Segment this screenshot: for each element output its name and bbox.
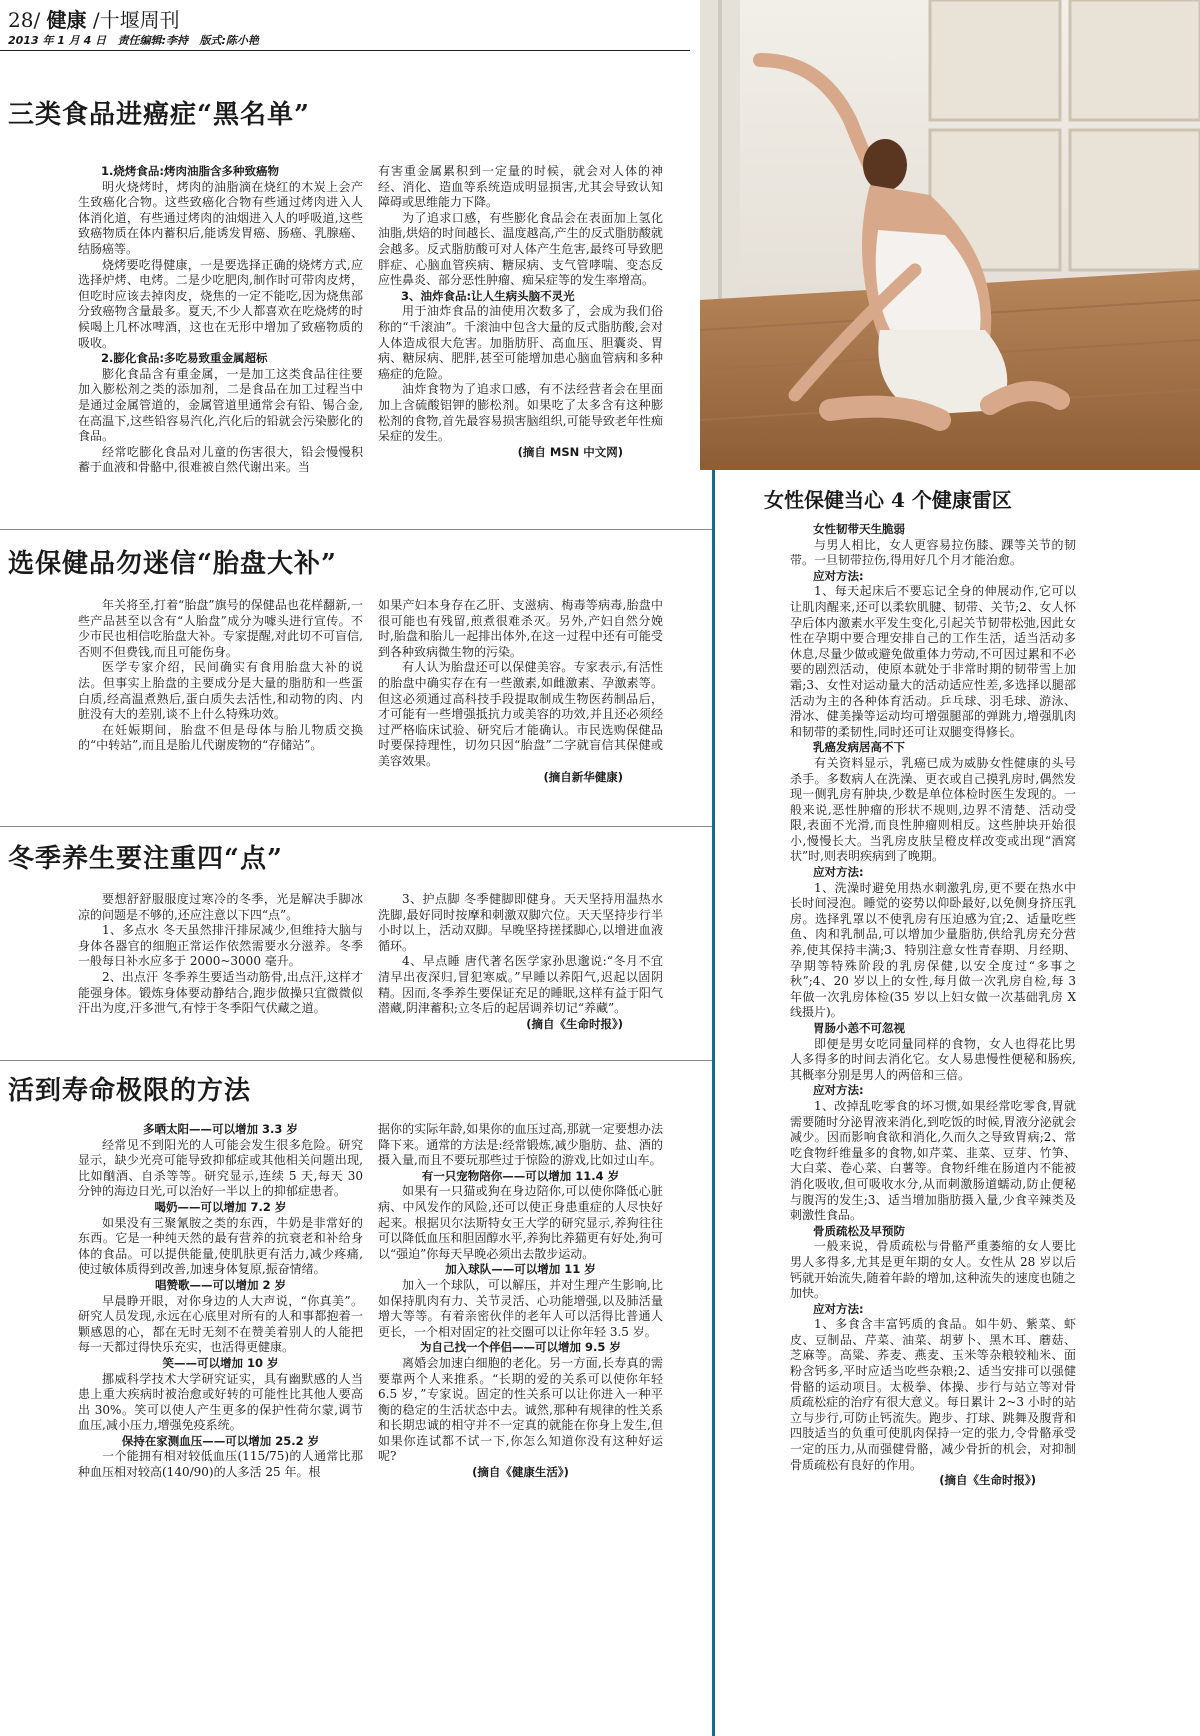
paragraph: 如果没有三聚氰胺之类的东西，牛奶是非常好的东西。它是一种纯天然的最有营养的抗衰老和补给身体的食品。可以提供能量,使肌肤更有活力,减少疼痛,使过敏体质得到改善,加速身体复原,振奋情绪。 — [78, 1215, 363, 1277]
subheading: 加入球队——可以增加 11 岁 — [445, 1262, 596, 1277]
paragraph: 4、早点睡 唐代著名医学家孙思邈说:“冬月不宜清早出夜深归,冒犯寒威。”早睡以养阳气,迟起以固阴精。因而,冬季养生要保证充足的睡眠,这样有益于阳气潜藏,阴津蓄积;立冬后的起居调养切记“养藏”。 — [378, 954, 663, 1016]
section-divider — [0, 529, 712, 530]
article-column — [78, 164, 363, 519]
subheading: 应对方法: — [813, 865, 864, 880]
article-title: 冬季养生要注重四“点” — [8, 844, 283, 874]
paragraph: 经常见不到阳光的人可能会发生很多危险。研究显示，缺少光亮可能导致抑郁症或其他相关问题出现,比如酗酒、自杀等等。研究显示,连续 5 天,每天 30 分钟的海边日光,可以治好一半以上的抑郁症患者。 — [78, 1137, 363, 1199]
article-column — [78, 1122, 363, 1732]
paragraph: 医学专家介绍，民间确实有食用胎盘大补的说法。但事实上胎盘的主要成分是大量的脂肪和一些蛋白质,经高温煮熟后,蛋白质失去活性,和动物的肉、内脏没有大的差别,谈不上什么特殊功效。 — [78, 660, 363, 722]
paragraph: 用于油炸食品的油使用次数多了，会成为我们俗称的“千滚油”。千滚油中包含大量的反式脂肪酸,会对人体造成很大危害。加脂肪肝、高血压、胆囊炎、胃病、糖尿病、肥胖,甚至可能增加患心脑血管病和多种癌症的危险。 — [378, 304, 663, 381]
source-credit: (摘自《生命时报》) — [939, 1473, 1036, 1488]
subheading: 为自己找一个伴侣——可以增加 9.5 岁 — [420, 1340, 621, 1355]
layout-credit: 版式:陈小艳 — [199, 34, 259, 47]
paragraph: 3、护点脚 冬季健脚即健身。天天坚持用温热水洗脚,最好同时按摩和刺激双脚穴位。天天坚持步行半小时以上，活动双脚。早晚坚持搓揉脚心,以增进血液循环。 — [378, 892, 663, 953]
header-rule — [0, 50, 690, 51]
paragraph: 要想舒舒服服度过寒冷的冬季，光是解决手脚冰凉的问题是不够的,还应注意以下四“点”。 — [78, 892, 363, 922]
paragraph: 有关资料显示，乳癌已成为威胁女性健康的头号杀手。多数病人在洗澡、更衣或自己摸乳房时,偶然发现一侧乳房有肿块,少数是单位体检时医生发现的。一般来说,恶性肿瘤的形状不规则,边界不清楚、活动受限,表面不光滑,而良性肿瘤则相反。这些肿块开始很小,慢慢长大。当乳房皮肤呈橙皮样改变或出现“酒窝状”时,则表明疾病到了晚期。 — [790, 755, 1076, 864]
sidebar-title: 女性保健当心 4 个健康雷区 — [764, 488, 1012, 512]
paragraph: 据你的实际年龄,如果你的血压过高,那就一定要想办法降下来。通常的方法是:经常锻炼,减少脂肪、盐、酒的摄入量,而且不要玩那些过于惊险的游戏,比如过山车。 — [378, 1122, 663, 1168]
issue-date: 2013 年 1 月 4 日 — [8, 34, 107, 47]
subheading: 笑——可以增加 10 岁 — [162, 1355, 279, 1370]
paragraph: 加入一个球队，可以解压，并对生理产生影响,比如保持肌肉有力、关节灵活、心功能增强,以及肺活量增大等等。有着亲密伙伴的老年人可以活得比普通人更长，一个相对固定的社交圈可以让你年轻 3.5 岁。 — [378, 1277, 663, 1339]
paragraph: 挪威科学技术大学研究证实，具有幽默感的人当患上重大疾病时被治愈或好转的可能性比其他人要高出 30%。笑可以使人产生更多的保护性荷尔蒙,调节血压,减小压力,增强免疫系统。 — [78, 1371, 363, 1433]
article-column — [78, 598, 363, 818]
paragraph: 如果有一只猫或狗在身边陪你,可以使你降低心脏病、中风发作的风险,还可以使正身患重症的人尽快好起来。根据贝尔法斯特女王大学的研究显示,养狗往往可以降低血压和胆固醇水平,养狗比养猫更有好处,狗可以“强迫”你每天早晚必须出去散步运动。 — [378, 1184, 663, 1261]
paragraph: 即便是男女吃同量同样的食物，女人也得花比男人多得多的时间去消化它。女人易患慢性便秘和肠疾,其概率分别是男人的两倍和三倍。 — [790, 1036, 1076, 1082]
article-title: 活到寿命极限的方法 — [8, 1076, 252, 1106]
subheading: 乳癌发病居高不下 — [813, 740, 905, 755]
article-column — [378, 892, 663, 1052]
paragraph: 年关将至,打着“胎盘”旗号的保健品也花样翻新,一些产品甚至以含有“人胎盘”成分为噱头进行宣传。不少市民也相信吃胎盘大补。专家提醒,对此切不可盲信,否则不但费钱,而且可能伤身。 — [78, 598, 363, 659]
article-column — [78, 892, 363, 1052]
subheading: 2.膨化食品:多吃易致重金属超标 — [101, 351, 268, 366]
subheading: 骨质疏松及早预防 — [813, 1223, 905, 1238]
subheading: 保持在家测血压——可以增加 25.2 岁 — [121, 1433, 320, 1448]
paragraph: 明火烧烤时，烤肉的油脂滴在烧红的木炭上会产生致癌化合物。这些致癌化合物有些通过烤肉进入人体消化道，有些通过烤肉的油烟进入人的呼吸道,这些致癌物质在体内蓄积后,能诱发胃癌、肠癌、乳腺癌、结肠癌等。 — [78, 179, 363, 256]
paragraph: 为了追求口感，有些膨化食品会在表面加上氢化油脂,烘焙的时间越长、温度越高,产生的反式脂肪酸就会越多。反式脂肪酸可对人体产生危害,最终可导致肥胖症、心脑血管疾病、糖尿病、支气管哮喘、变态反应性鼻炎、部分恶性肿瘤、痴呆症等的发生率增高。 — [378, 210, 663, 288]
subheading: 应对方法: — [813, 1083, 864, 1098]
paragraph: 1、改掉乱吃零食的坏习惯,如果经常吃零食,胃就需要随时分泌胃液来消化,到吃饭的时候,胃液分泌就会减少。因而影响食欲和消化,久而久之导致胃病;2、常吃食物纤维量多的食物,如芹菜、韭菜、豆芽、竹笋、大白菜、卷心菜、白薯等。食物纤维在肠道内不能被消化吸收,但可吸收水分,从而刺激肠道蠕动,防止便秘与腹泻的发生;3、适当增加脂肪摄入量,少食辛辣类及刺激性食品。 — [790, 1098, 1076, 1223]
page-number: 28/ — [8, 8, 41, 32]
sidebar-column — [790, 522, 1076, 1734]
subheading: 胃肠小恙不可忽视 — [813, 1021, 905, 1035]
source-credit: (摘自 MSN 中文网) — [517, 444, 623, 459]
paragraph: 早晨睁开眼，对你身边的人大声说，“你真美”。研究人员发现,永远在心底里对所有的人和事都抱着一颗感恩的心，都在无时无刻不在赞美着别人的人能把每一天都过得快乐充实，也活得更健康。 — [78, 1293, 363, 1355]
source-credit: (摘自新华健康) — [543, 769, 623, 784]
article-column — [378, 1122, 663, 1732]
paragraph: 膨化食品含有重金属，一是加工这类食品往往要加入膨松剂之类的添加剂，二是食品在加工过程当中是通过金属管道的，金属管道里通常会有铅、锡合金,在高温下,这些铅容易汽化,汽化后的铅就会污染膨化的食品。 — [78, 366, 363, 444]
sidebar-rule — [712, 470, 715, 1736]
subheading: 喝奶——可以增加 7.2 岁 — [154, 1199, 287, 1214]
paragraph: 在妊娠期间，胎盘不但是母体与胎儿物质交换的“中转站”,而且是胎儿代谢废物的“存储站”。 — [78, 722, 363, 753]
article-title: 选保健品勿迷信“胎盘大补” — [8, 549, 337, 579]
subheading: 女性韧带天生脆弱 — [813, 522, 905, 536]
section-divider — [0, 826, 712, 827]
subheading: 有一只宠物陪你——可以增加 11.4 岁 — [421, 1168, 620, 1183]
subheading: 唱赞歌——可以增加 2 岁 — [154, 1277, 286, 1292]
paragraph: 烧烤要吃得健康，一是要选择正确的烧烤方式,应选择炉烤、电烤。二是少吃肥肉,制作时可带肉皮烤，但吃时应该去掉肉皮，烧焦的一定不能吃,因为烧焦部分致癌物含量最多。夏天,不少人都喜欢在吃烧烤的时候喝上几杯冰啤酒，这也在无形中增加了致癌物质的吸收。 — [78, 257, 363, 350]
section-divider — [0, 1060, 712, 1061]
subheading: 多晒太阳——可以增加 3.3 岁 — [143, 1122, 298, 1136]
paragraph: 油炸食物为了追求口感，有不法经营者会在里面加上含硫酸铝钾的膨松剂。如果吃了太多含有这种膨松剂的食物,首先最容易损害脑组织,可能导致老年性痴呆症的发生。 — [378, 382, 663, 444]
page-subheader — [8, 32, 259, 48]
paragraph: 有害重金属累积到一定量的时候，就会对人体的神经、消化、造血等系统造成明显损害,尤其会导致认知障碍或思维能力下降。 — [378, 164, 663, 210]
paragraph: 一般来说，骨质疏松与骨骼严重萎缩的女人要比男人多得多,尤其是更年期的女人。女性从 28 岁以后钙就开始流失,随着年龄的增加,这种流失的速度也随之加快。 — [790, 1239, 1076, 1301]
paragraph: 经常吃膨化食品对儿童的伤害很大，铅会慢慢积蓄于血液和骨骼中,很难被自然代谢出来。当 — [78, 444, 363, 475]
paragraph: 离婚会加速白细胞的老化。另一方面,长寿真的需要靠两个人来推系。“长期的爱的关系可以使你年轻 6.5 岁，”专家说。固定的性关系可以让你进入一种平衡的稳定的生活状态中去。诚然,那种有规律的性关系和长期忠诚的相守并不一定真的就能在你身上发生,但如果你连试都不试一下,你怎么知道你没有这种好运呢? — [378, 1355, 663, 1464]
paragraph: 2、出点汗 冬季养生要适当动筋骨,出点汗,这样才能强身体。锻炼身体要动静结合,跑步做操只宜微微似汗出为度,汗多泄气,有悖于冬季阳气伏藏之道。 — [78, 969, 363, 1016]
paragraph: 1、多点水 冬天虽然排汗排尿减少,但维持大脑与身体各器官的细胞正常运作依然需要水分滋养。冬季一般每日补水应多于 2000~3000 毫升。 — [78, 923, 363, 969]
article-column — [378, 164, 663, 519]
source-credit: (摘自《健康生活》) — [472, 1465, 569, 1480]
paragraph: 1、每天起床后不要忘记全身的伸展动作,它可以让肌肉醒来,还可以柔软肌腱、韧带、关节;2、女人怀孕后体内激素水平发生变化,引起关节韧带松弛,因此女性在孕期中要合理安排自己的工作生活，适当活动多休息,尽量少做或避免做重体力劳动,不可因过累和不必要的剧烈活动，使原本就处于非常时期的韧带雪上加霜;3、女性对运动量大的活动适应性差,多选择以腿部活动为主的各种体育活动。乒乓球、羽毛球、游泳、滑冰、健美操等运动均可增强腿部的弹跳力,增强肌肉和韧带的柔韧性,同时还可让双腿变得修长。 — [790, 584, 1076, 739]
editor-credit: 责任编辑:李持 — [117, 34, 188, 47]
paragraph: 与男人相比，女人更容易拉伤膝、踝等关节的韧带。一旦韧带拉伤,得用好几个月才能治愈。 — [790, 537, 1076, 568]
yoga-woman-photo — [700, 0, 1200, 470]
subheading: 应对方法: — [813, 1301, 864, 1316]
page-header — [8, 4, 180, 33]
section-name: 健康 — [46, 8, 87, 32]
paragraph: 一个能拥有相对较低血压(115/75)的人通常比那种血压相对较高(140/90)的人多活 25 年。根 — [78, 1449, 363, 1480]
paper-name: /十堰周刊 — [92, 8, 180, 32]
article-column — [378, 598, 663, 818]
paragraph: 如果产妇本身存在乙肝、支滋病、梅毒等病毒,胎盘中很可能也有残留,煎煮很难杀灭。另外,产妇自然分娩时,胎盘和胎儿一起排出体外,在这一过程中还有可能受到各种致病微生物的污染。 — [378, 598, 663, 659]
paragraph: 有人认为胎盘还可以保健美容。专家表示,有活性的胎盘中确实存在有一些激素,如雌激素、孕激素等。但这必须通过高科技手段提取制成生物医药制品后，才可能有一些增强抵抗力或美容的功效,并且还必须经过严格临床试验、研究后才能确认。市民选购保健品时要保持理性，切勿只因“胎盘”二字就盲信其保健或美容效果。 — [378, 660, 663, 768]
paragraph: 1、洗澡时避免用热水刺激乳房,更不要在热水中长时间浸泡。睡觉的姿势以仰卧最好,以免侧身挤压乳房。选择乳罩以不使乳房有压迫感为宜;2、适量吃些鱼、肉和乳制品,可以增加少量脂肪,供给乳房充分营养,使其保持丰满;3、特别注意女性青春期、月经期、孕期等特殊阶段的乳房保健,以安全度过“多事之秋”;4、20 岁以上的女性,每月做一次乳房自检,每 3 年做一次乳房体检(35 岁以上妇女做一次基础乳房 X 线摄片)。 — [790, 880, 1076, 1020]
article-title: 三类食品进癌症“黑名单” — [8, 100, 310, 130]
paragraph: 1、多食含丰富钙质的食品。如牛奶、紫菜、虾皮、豆制品、芹菜、油菜、胡萝卜、黑木耳、蘑菇、芝麻等。高粱、荞麦、燕麦、玉米等杂粮较籼米、面粉含钙多,平时应适当吃些杂粮;2、适当安排可以强健骨骼的运动项目。太极拳、体操、步行与站立等对骨质疏松症的治疗有很大意义。每日累计 2~3 小时的站立与步行,可防止钙流失。跑步、打球、跳舞及腹背和四肢适当的负重可使肌肉保持一定的张力,令骨骼承受一定的压力,从而强健骨骼，减少骨折的机会，对抑制骨质疏松有良好的作用。 — [790, 1317, 1076, 1472]
source-credit: (摘自《生命时报》) — [526, 1016, 623, 1031]
subheading: 应对方法: — [813, 568, 864, 583]
subheading: 3、油炸食品:让人生病头脑不灵光 — [401, 288, 575, 303]
subheading: 1.烧烤食品:烤肉油脂含多种致癌物 — [101, 164, 279, 178]
